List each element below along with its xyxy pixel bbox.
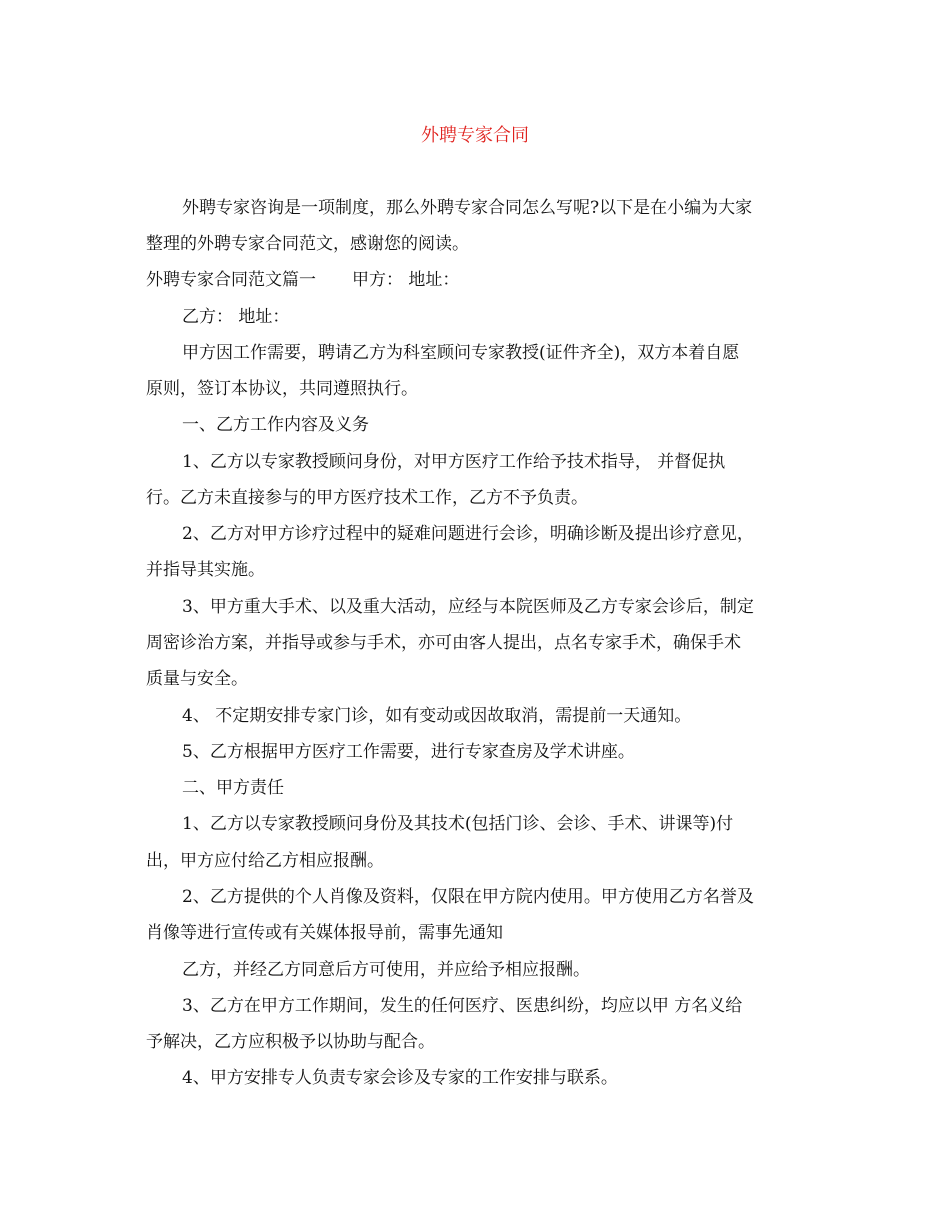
paragraph-line: 4、 不定期安排专家门诊，如有变动或因故取消，需提前一天通知。 <box>182 706 692 726</box>
paragraph-line: 1、乙方以专家教授顾问身份及其技术(包括门诊、会诊、手术、讲课等)付 <box>182 814 734 834</box>
document-title: 外聘专家合同 <box>421 125 529 146</box>
paragraph-line: 甲方因工作需要，聘请乙方为科室顾问专家教授(证件齐全)，双方本着自愿 <box>182 343 740 363</box>
sample-heading: 外聘专家合同范文篇一 <box>146 270 316 290</box>
paragraph-line: 1、乙方以专家教授顾问身份，对甲方医疗工作给予技术指导， 并督促执 <box>182 452 726 472</box>
paragraph-line: 行。乙方未直接参与的甲方医疗技术工作，乙方不予负责。 <box>146 488 588 508</box>
paragraph-line: 质量与安全。 <box>146 669 248 689</box>
paragraph-line: 外聘专家咨询是一项制度，那么外聘专家合同怎么写呢?以下是在小编为大家 <box>182 198 753 218</box>
party-a-address: 甲方： 地址： <box>352 270 460 290</box>
section-heading: 一、乙方工作内容及义务 <box>182 415 369 435</box>
paragraph-line: 乙方： 地址： <box>182 307 290 327</box>
paragraph-line: 4、甲方安排专人负责专家会诊及专家的工作安排与联系。 <box>182 1068 618 1088</box>
section-heading: 二、甲方责任 <box>182 778 284 798</box>
section-heading-line <box>146 268 459 292</box>
paragraph-line: 2、乙方提供的个人肖像及资料，仅限在甲方院内使用。甲方使用乙方名誉及 <box>182 887 754 907</box>
paragraph-line: 出，甲方应付给乙方相应报酬。 <box>146 851 384 871</box>
paragraph-line: 整理的外聘专家合同范文，感谢您的阅读。 <box>146 234 469 254</box>
paragraph-line: 周密诊治方案，并指导或参与手术，亦可由客人提出，点名专家手术，确保手术 <box>146 633 741 653</box>
paragraph-line: 3、甲方重大手术、以及重大活动，应经与本院医师及乙方专家会诊后，制定 <box>182 597 754 617</box>
paragraph-line: 乙方，并经乙方同意后方可使用，并应给予相应报酬。 <box>182 960 590 980</box>
paragraph-line: 5、乙方根据甲方医疗工作需要，进行专家查房及学术讲座。 <box>182 742 635 762</box>
paragraph-line: 3、乙方在甲方工作期间，发生的任何医疗、医患纠纷，均应以甲 方名义给 <box>182 996 743 1016</box>
paragraph-line: 2、乙方对甲方诊疗过程中的疑难问题进行会诊，明确诊断及提出诊疗意见， <box>182 524 754 544</box>
paragraph-line: 并指导其实施。 <box>146 560 265 580</box>
paragraph-line: 予解决，乙方应积极予以协助与配合。 <box>146 1032 435 1052</box>
paragraph-line: 原则，签订本协议，共同遵照执行。 <box>146 379 418 399</box>
paragraph-line: 肖像等进行宣传或有关媒体报导前，需事先通知 <box>146 923 503 943</box>
